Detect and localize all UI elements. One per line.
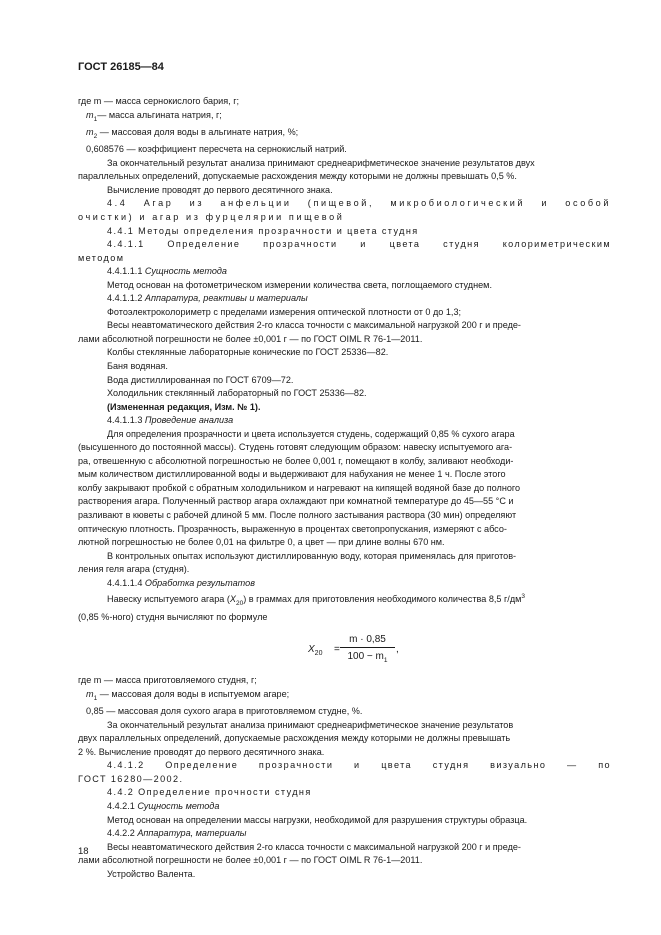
subsection-heading: 4.4.1.1.2 Аппаратура, реактивы и материалы [107,293,308,304]
subsection-heading: 4.4.1.1.4 Обработка результатов [107,577,255,588]
text-line: лами абсолютной погрешности не более ±0,001 г — по ГОСТ OIML R 76-1—2011. [78,333,423,344]
text-line: где m — масса сернокислого бария, г; [78,96,240,106]
text-line: $m_1—$ масса альгината натрия, г; [86,109,222,123]
page-number: 18 [78,846,89,857]
text-line: ления геля агара (студня). [78,564,190,575]
subsection-heading: 4.4.2.2 Аппаратура, материалы [107,828,247,839]
text-line: 2 %. Вычисление проводят до первого десятичного знака. [78,746,325,757]
text-line: лами абсолютной погрешности не более ±0,001 г — по ГОСТ OIML R 76-1—2011. [78,855,423,866]
text-line: В контрольных опытах используют дистиллированную воду, которая применялась для приготов- [107,550,517,561]
text-line: лютной погрешностью не более 0,01 на фильтре 0, а цвет — при длине волны 670 нм. [78,537,445,548]
section-heading: ГОСТ 16280—2002. [78,773,184,784]
section-heading: 4.4.1.1 Определение прозрачности и цвета студня колориметрическим [107,239,611,250]
section-heading: методом [78,252,125,263]
text-line: ра, отвешенную с абсолютной погрешностью не более 0,001 г, помещают в колбу, заливают необходи- [78,455,514,466]
section-heading: 4.4.1.2 Определение прозрачности и цвета студня визуально — по [107,760,611,771]
formula-numerator: m · 0,85 [349,634,386,646]
text-line: параллельных определений, допускаемые расхождения между которыми не должны превышать 0,5 %. [78,171,517,182]
text-line: 0,85 — массовая доля сухого агара в приготовляемом студне, %. [86,706,363,717]
section-heading: 4.4.2 Определение прочности студня [107,787,312,798]
text-line: Навеску испытуемого агара $(X_{20})$ в граммах для приготовления необходимого количества 8,5 $г/дм^3$ [107,593,526,608]
section-heading: 4.4 Агар из анфельции (пищевой, микробиологический и особой [107,198,611,209]
text-line: Холодильник стеклянный лабораторный по ГОСТ 25336—82. [107,388,367,399]
text-line: $m_1$ — массовая доля воды в испытуемом агаре; [86,688,290,702]
text-line: Баня водяная. [107,361,168,372]
text-line: (высушенного до постоянной массы). Студень готовят следующим образом: навеску испытуемого ага- [78,442,513,453]
text-line: Вычисление проводят до первого десятичного знака. [107,184,333,195]
text-line: За окончательный результат анализа принимают среднеарифметическое значение результатов двух [107,157,535,168]
text-line: оптическую плотность. Прозрачность, выраженную в процентах светопропускания, измеряют с абсо- [78,523,507,534]
fraction-bar [340,647,395,648]
amendment-note: (Измененная редакция, Изм. № 1). [107,401,261,412]
section-heading: 4.4.1 Методы определения прозрачности и цвета студня [107,225,419,236]
text-line: двух параллельных определений, допускаемые расхождения между которыми не должны превышать [78,733,511,744]
text-line: Весы неавтоматического действия 2-го класса точности с максимальной нагрузкой 200 г и преде- [107,841,521,852]
text-line: мым количеством дистиллированной воды и выдерживают для набухания не менее 1 ч. После этого [78,469,506,480]
text-line: Для определения прозрачности и цвета используется студень, содержащий 0,85 % сухого агара [107,428,515,439]
formula-denominator: $100 - m_1$ [347,651,388,665]
document-header: ГОСТ 26185—84 [78,61,164,73]
text-line: растворения агара. Полученный раствор агара охлаждают при комнатной температуре до 45—55 °С и [78,496,514,507]
formula-equals: = [334,644,340,656]
text-line: где m — масса приготовляемого студня, г; [78,675,257,686]
subsection-heading: 4.4.1.1.3 Проведение анализа [107,415,234,426]
text-line: Устройство Валента. [107,868,196,879]
formula [78,624,611,674]
formula-comma: , [396,644,399,656]
text-line: За окончательный результат анализа принимают среднеарифметическое значение результатов [107,719,514,730]
formula-lhs: $X_{20}$ [308,644,323,658]
text-line: 0,608576 — коэффициент пересчета на сернокислый натрий. [86,144,347,155]
subsection-heading: 4.4.2.1 Сущность метода [107,800,220,811]
document-body [78,95,611,881]
section-heading: очистки) и агар из фурцелярии пищевой [78,212,345,222]
text-line: Колбы стеклянные лабораторные конические по ГОСТ 25336—82. [107,347,389,358]
text-line: $m_2$ — массовая доля воды в альгинате натрия, %; [86,126,299,140]
text-line: (0,85 %-ного) студня вычисляют по формуле [78,611,268,622]
text-line: Весы неавтоматического действия 2-го класса точности с максимальной нагрузкой 200 г и преде- [107,320,521,331]
text-line: Фотоэлектроколориметр с пределами измерения оптической плотности от 0 до 1,3; [107,306,462,317]
text-line: разливают в кюветы с рабочей длиной 5 мм. После полного застывания раствора (30 мин) определяют [78,510,517,521]
subsection-heading: 4.4.1.1.1 Сущность метода [107,266,227,277]
text-line: Метод основан на фотометрическом измерении количества света, поглощаемого студнем. [107,279,492,290]
text-line: Вода дистиллированная по ГОСТ 6709—72. [107,374,294,385]
text-line: Метод основан на определении массы нагрузки, необходимой для разрушения структуры образца. [107,814,528,825]
text-line: колбу закрывают пробкой с обратным холодильником и нагревают на кипящей водяной базе до полного [78,482,521,493]
